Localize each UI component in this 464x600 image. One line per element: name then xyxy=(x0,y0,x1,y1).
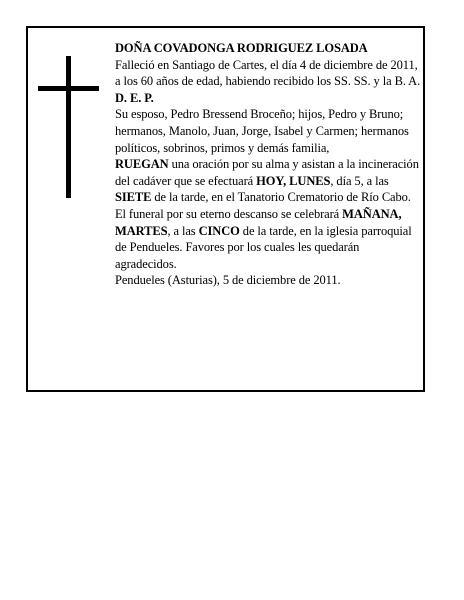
deceased-name: DOÑA COVADONGA RODRIGUEZ LOSADA xyxy=(115,41,368,55)
funeral-day: MAÑANA, MARTES xyxy=(115,206,402,238)
place-date: Pendueles (Asturias), 5 de diciembre de 2011. xyxy=(115,273,341,288)
funeral-request xyxy=(115,156,421,272)
request-text-4: , a las xyxy=(167,223,199,238)
cross-icon xyxy=(66,56,71,198)
obituary-text xyxy=(115,40,421,289)
ruegan-text: RUEGAN xyxy=(115,157,169,172)
request-text-2: , día 5, a las xyxy=(330,173,389,188)
request-text-5: de la tarde, en la iglesia parroquial de Pendueles. Favores por los cuales les quedarán agradecidos. xyxy=(115,223,412,271)
rip-line: D. E. P. xyxy=(115,90,154,105)
family-list: Su esposo, Pedro Bressend Broceño; hijos, Pedro y Bruno; hermanos, Manolo, Juan, Jorge, Isabel y Carmen; hermanos políticos, sobrinos, primos y demás familia, xyxy=(115,107,409,155)
cremation-day: HOY, LUNES xyxy=(256,173,331,188)
cremation-hour: SIETE xyxy=(115,190,152,205)
obituary-notice xyxy=(26,26,425,392)
death-info: Falleció en Santiago de Cartes, el día 4 de diciembre de 2011, a los 60 años de edad, habiendo recibido los SS. SS. y la B. A. xyxy=(115,57,421,89)
cross-icon-bar xyxy=(38,86,99,91)
funeral-hour: CINCO xyxy=(198,223,240,238)
request-text-3: de la tarde, en el Tanatorio Crematorio de Río Cabo. El funeral por su eterno descanso se celebrará xyxy=(115,190,411,221)
request-text-1: una oración por su alma y asistan a la incineración del cadáver que se efectuará xyxy=(115,157,419,188)
